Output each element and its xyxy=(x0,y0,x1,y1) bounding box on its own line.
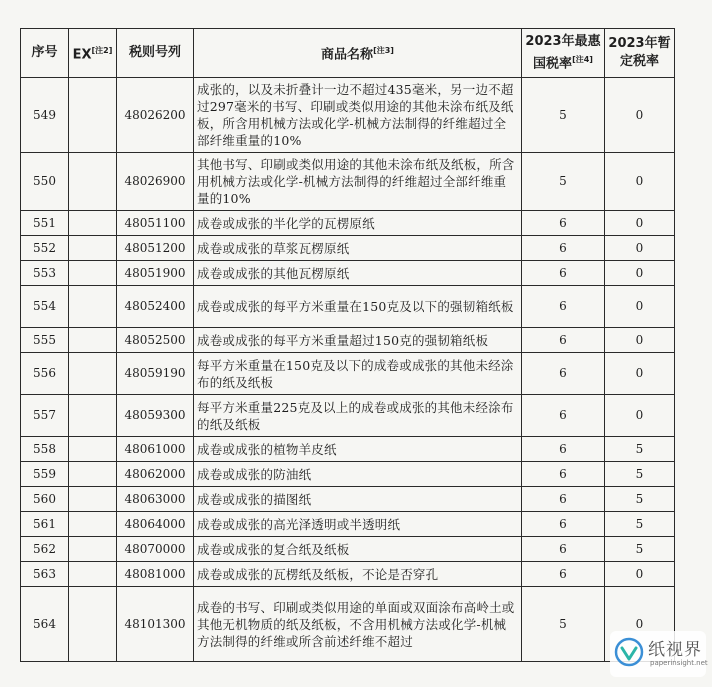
header-product-name: 商品名称[注3] xyxy=(194,29,522,78)
row-tariff-code: 48064000 xyxy=(117,512,194,537)
row-tariff-code: 48026900 xyxy=(117,153,194,211)
paperinsight-logo-icon xyxy=(614,637,644,667)
row-index: 556 xyxy=(21,353,69,395)
header-provisional-rate: 2023年暂 定税率 xyxy=(605,29,675,78)
row-mfn-rate: 6 xyxy=(522,537,605,562)
row-ex xyxy=(69,487,117,512)
row-provisional-rate: 0 xyxy=(605,78,675,153)
row-product-name: 每平方米重量在150克及以下的成卷或成张的其他未经涂布的纸及纸板 xyxy=(194,353,522,395)
header-ex-note: [注2] xyxy=(91,45,113,55)
table-row xyxy=(21,537,675,562)
row-index: 557 xyxy=(21,395,69,437)
table-row xyxy=(21,437,675,462)
table-row xyxy=(21,211,675,236)
row-product-name: 成卷的书写、印刷或类似用途的单面或双面涂布高岭土或其他无机物质的纸及纸板，不含用机械方法或化学-机械方法制得的纤维或所含前述纤维不超过 xyxy=(194,587,522,662)
table-row xyxy=(21,236,675,261)
row-tariff-code: 48062000 xyxy=(117,462,194,487)
row-product-name: 成张的，以及未折叠计一边不超过435毫米，另一边不超过297毫米的书写、印刷或类似用途的其他未涂布纸及纸板，所含用机械方法或化学-机械方法制得的纤维超过全部纤维重量的10% xyxy=(194,78,522,153)
row-product-name: 成卷或成张的高光泽透明或半透明纸 xyxy=(194,512,522,537)
table-row xyxy=(21,261,675,286)
row-product-name: 成卷或成张的草浆瓦楞原纸 xyxy=(194,236,522,261)
header-ex: EX[注2] xyxy=(69,29,117,78)
table-row xyxy=(21,512,675,537)
row-index: 551 xyxy=(21,211,69,236)
table-row xyxy=(21,562,675,587)
row-product-name: 成卷或成张的植物羊皮纸 xyxy=(194,437,522,462)
row-tariff-code: 48052400 xyxy=(117,286,194,328)
row-mfn-rate: 6 xyxy=(522,487,605,512)
row-ex xyxy=(69,328,117,353)
row-provisional-rate: 5 xyxy=(605,537,675,562)
row-mfn-rate: 5 xyxy=(522,78,605,153)
row-index: 555 xyxy=(21,328,69,353)
row-ex xyxy=(69,395,117,437)
row-index: 552 xyxy=(21,236,69,261)
row-mfn-rate: 6 xyxy=(522,261,605,286)
table-row xyxy=(21,78,675,153)
row-provisional-rate: 0 xyxy=(605,211,675,236)
row-provisional-rate: 0 xyxy=(605,562,675,587)
row-ex xyxy=(69,512,117,537)
row-ex xyxy=(69,587,117,662)
row-mfn-rate: 5 xyxy=(522,587,605,662)
header-tariff-code: 税则号列 xyxy=(117,29,194,78)
row-mfn-rate: 6 xyxy=(522,395,605,437)
row-provisional-rate: 0 xyxy=(605,395,675,437)
table-header-row xyxy=(21,29,675,78)
table-row xyxy=(21,286,675,328)
row-index: 554 xyxy=(21,286,69,328)
table-row xyxy=(21,587,675,662)
row-ex xyxy=(69,211,117,236)
watermark-text: 纸视界 xyxy=(648,640,702,660)
row-tariff-code: 48059300 xyxy=(117,395,194,437)
row-index: 561 xyxy=(21,512,69,537)
row-product-name: 其他书写、印刷或类似用途的其他未涂布纸及纸板，所含用机械方法或化学-机械方法制得的纤维超过全部纤维重量的10% xyxy=(194,153,522,211)
row-tariff-code: 48063000 xyxy=(117,487,194,512)
row-ex xyxy=(69,437,117,462)
row-index: 564 xyxy=(21,587,69,662)
row-mfn-rate: 6 xyxy=(522,562,605,587)
row-ex xyxy=(69,153,117,211)
row-provisional-rate: 5 xyxy=(605,462,675,487)
table-row xyxy=(21,395,675,437)
table-row xyxy=(21,487,675,512)
row-product-name: 成卷或成张的防油纸 xyxy=(194,462,522,487)
row-product-name: 成卷或成张的每平方米重量超过150克的强韧箱纸板 xyxy=(194,328,522,353)
row-provisional-rate: 0 xyxy=(605,353,675,395)
row-tariff-code: 48101300 xyxy=(117,587,194,662)
row-tariff-code: 48051200 xyxy=(117,236,194,261)
row-tariff-code: 48026200 xyxy=(117,78,194,153)
row-provisional-rate: 0 xyxy=(605,261,675,286)
row-product-name: 成卷或成张的半化学的瓦楞原纸 xyxy=(194,211,522,236)
row-product-name: 成卷或成张的其他瓦楞原纸 xyxy=(194,261,522,286)
row-provisional-rate: 0 xyxy=(605,236,675,261)
watermark xyxy=(610,631,706,677)
table-row xyxy=(21,153,675,211)
row-provisional-rate: 0 xyxy=(605,153,675,211)
row-tariff-code: 48051100 xyxy=(117,211,194,236)
row-index: 563 xyxy=(21,562,69,587)
header-mfn-note: [注4] xyxy=(572,54,593,64)
watermark-subtext: paperinsight.net xyxy=(650,659,708,667)
row-provisional-rate: 0 xyxy=(605,328,675,353)
row-mfn-rate: 6 xyxy=(522,328,605,353)
row-ex xyxy=(69,286,117,328)
row-index: 560 xyxy=(21,487,69,512)
row-index: 550 xyxy=(21,153,69,211)
row-tariff-code: 48052500 xyxy=(117,328,194,353)
row-tariff-code: 48070000 xyxy=(117,537,194,562)
row-index: 553 xyxy=(21,261,69,286)
row-provisional-rate: 5 xyxy=(605,437,675,462)
row-index: 562 xyxy=(21,537,69,562)
row-mfn-rate: 6 xyxy=(522,462,605,487)
row-mfn-rate: 6 xyxy=(522,211,605,236)
row-product-name: 成卷或成张的每平方米重量在150克及以下的强韧箱纸板 xyxy=(194,286,522,328)
row-mfn-rate: 6 xyxy=(522,512,605,537)
row-ex xyxy=(69,78,117,153)
table-row xyxy=(21,353,675,395)
row-index: 549 xyxy=(21,78,69,153)
row-product-name: 成卷或成张的描图纸 xyxy=(194,487,522,512)
row-product-name: 每平方米重量225克及以上的成卷或成张的其他未经涂布的纸及纸板 xyxy=(194,395,522,437)
header-name-note: [注3] xyxy=(373,45,394,55)
row-mfn-rate: 6 xyxy=(522,286,605,328)
header-index: 序号 xyxy=(21,29,69,78)
row-ex xyxy=(69,462,117,487)
row-mfn-rate: 6 xyxy=(522,236,605,261)
row-ex xyxy=(69,537,117,562)
row-tariff-code: 48061000 xyxy=(117,437,194,462)
row-tariff-code: 48059190 xyxy=(117,353,194,395)
row-mfn-rate: 5 xyxy=(522,153,605,211)
row-index: 559 xyxy=(21,462,69,487)
row-product-name: 成卷或成张的复合纸及纸板 xyxy=(194,537,522,562)
row-provisional-rate: 0 xyxy=(605,587,675,662)
table-row xyxy=(21,462,675,487)
row-ex xyxy=(69,353,117,395)
row-mfn-rate: 6 xyxy=(522,353,605,395)
header-mfn-rate: 2023年最惠 国税率[注4] xyxy=(522,29,605,78)
row-provisional-rate: 5 xyxy=(605,512,675,537)
tariff-table xyxy=(20,28,675,662)
table-row xyxy=(21,328,675,353)
row-index: 558 xyxy=(21,437,69,462)
row-provisional-rate: 0 xyxy=(605,286,675,328)
row-ex xyxy=(69,236,117,261)
row-ex xyxy=(69,562,117,587)
row-mfn-rate: 6 xyxy=(522,437,605,462)
row-product-name: 成卷或成张的瓦楞纸及纸板，不论是否穿孔 xyxy=(194,562,522,587)
row-tariff-code: 48081000 xyxy=(117,562,194,587)
row-provisional-rate: 5 xyxy=(605,487,675,512)
row-ex xyxy=(69,261,117,286)
row-tariff-code: 48051900 xyxy=(117,261,194,286)
